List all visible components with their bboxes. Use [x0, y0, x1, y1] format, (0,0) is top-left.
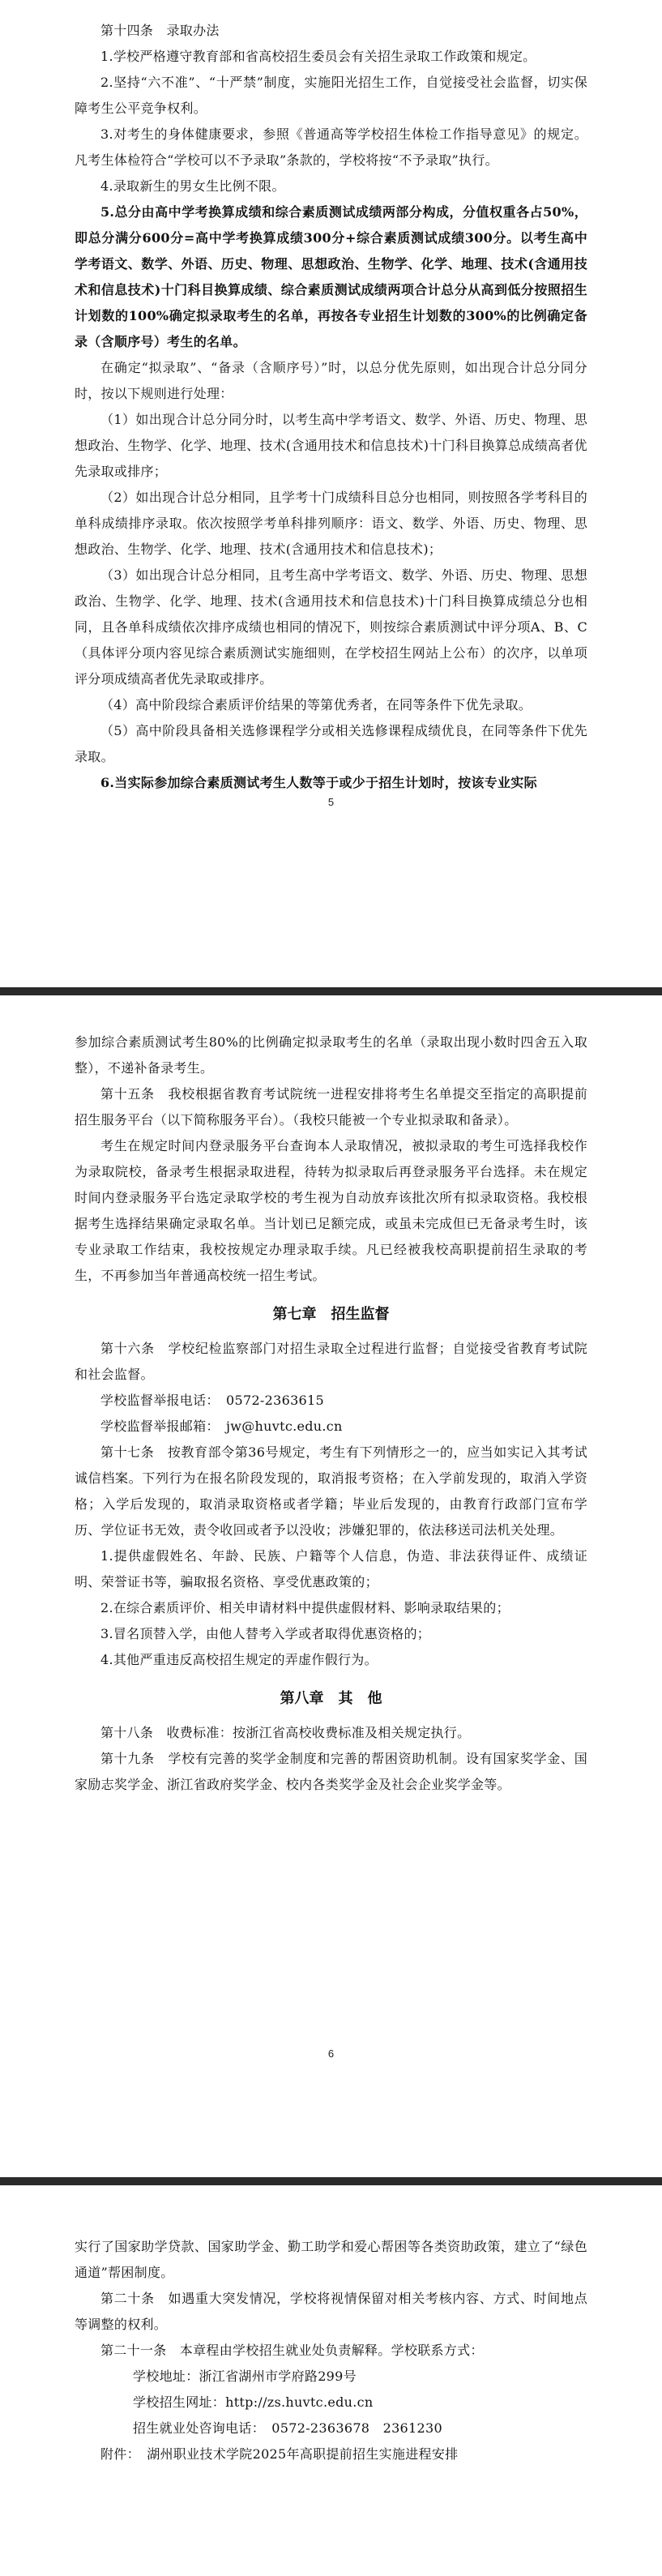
- paragraph: 参加综合素质测试考生80%的比例确定拟录取考生的名单（录取出现小数时四舍五入取整），不递补备录考生。: [75, 1034, 587, 1076]
- article-15: 第十五条 我校根据省教育考试院统一进程安排将考生名单提交至指定的高职提前招生服务平台（以下简称服务平台）。（我校只能被一个专业拟录取和备录）。: [75, 1086, 587, 1128]
- list-item: 3.冒名顶替入学，由他人替考入学或者取得优惠资格的；: [100, 1626, 431, 1641]
- paragraph: 3.对考生的身体健康要求，参照《普通高等学校招生体检工作指导意见》的规定。凡考生体检符合“学校可以不予录取”条款的，学校将按“不予录取”执行。: [75, 126, 587, 168]
- chapter-8-title: 第八章 其 他: [280, 1690, 382, 1707]
- attachment-line: 附件： 湖州职业技术学院2025年高职提前招生实施进程安排: [100, 2446, 459, 2462]
- paragraph: 在确定“拟录取”、“备录（含顺序号）”时，以总分优先原则，如出现合计总分同分时，按以下规则进行处理：: [75, 360, 587, 401]
- paragraph: 考生在规定时间内登录服务平台查询本人录取情况，被拟录取的考生可选择我校作为录取院校，备录考生根据录取进程，待转为拟录取后再登录服务平台选择。未在规定时间内登录服务平台选定录取学校的考生视为自动放弃该批次所有拟录取资格。我校根据考生选择结果确定录取名单。当计划已足额完成，或虽未完成但已无备录考生时，该专业录取工作结束，我校按规定办理录取手续。凡已经被我校高职提前招生录取的考生，不再参加当年普通高校统一招生考试。: [75, 1138, 587, 1283]
- paragraph: 6.当实际参加综合素质测试考生人数等于或少于招生计划时，按该专业实际: [100, 775, 537, 790]
- article-16: 第十六条 学校纪检监察部门对招生录取全过程进行监督；自觉接受省教育考试院和社会监督。: [75, 1341, 587, 1382]
- document-page-1: [0, 0, 662, 987]
- paragraph: （4）高中阶段综合素质评价结果的等第优秀者，在同等条件下优先录取。: [100, 697, 532, 712]
- report-phone: 学校监督举报电话： 0572-2363615: [100, 1393, 324, 1408]
- report-email: 学校监督举报邮箱： jw@huvtc.edu.cn: [100, 1419, 343, 1434]
- paragraph: （5）高中阶段具备相关选修课程学分或相关选修课程成绩优良，在同等条件下优先录取。: [75, 723, 587, 764]
- chapter-7-title: 第七章 招生监督: [272, 1306, 390, 1323]
- article-20: 第二十条 如遇重大突发情况，学校将视情保留对相关考核内容、方式、时间地点等调整的权利。: [75, 2291, 587, 2332]
- list-item: 1.提供虚假姓名、年龄、民族、户籍等个人信息，伪造、非法获得证件、成绩证明、荣誉证书等，骗取报名资格、享受优惠政策的；: [75, 1548, 587, 1590]
- article-14-heading: 第十四条 录取办法: [100, 23, 220, 38]
- article-17: 第十七条 按教育部令第36号规定，考生有下列情形之一的，应当如实记入其考试诚信档案。下列行为在报名阶段发现的，取消报考资格；在入学前发现的，取消入学资格；入学后发现的，取消录取资格或者学籍；毕业后发现的，由教育行政部门宣布学历、学位证书无效，责令收回或者予以没收；涉嫌犯罪的，依法移送司法机关处理。: [75, 1444, 587, 1538]
- paragraph: （2）如出现合计总分相同，且学考十门成绩科目总分也相同，则按照各学考科目的单科成绩排序录取。依次按照学考单科排列顺序：语文、数学、外语、历史、物理、思想政治、生物学、化学、地理、技术(含通用技术和信息技术)；: [75, 490, 587, 557]
- article-21: 第二十一条 本章程由学校招生就业处负责解释。学校联系方式：: [100, 2343, 484, 2358]
- article-18: 第十八条 收费标准：按浙江省高校收费标准及相关规定执行。: [100, 1725, 471, 1740]
- school-address: 学校地址：浙江省湖州市学府路299号: [133, 2368, 357, 2384]
- admission-website: 学校招生网址：http://zs.huvtc.edu.cn: [133, 2394, 374, 2410]
- paragraph: 5.总分由高中学考换算成绩和综合素质测试成绩两部分构成，分值权重各占50%，即总分满分600分=高中学考换算成绩300分+综合素质测试成绩300分。以考生高中学考语文、数学、外语、历史、物理、思想政治、生物学、化学、地理、技术(含通用技术和信息技术)十门科目换算成绩、综合素质测试成绩两项合计总分从高到低分按照招生计划数的100%确定拟录取考生的名单，再按各专业招生计划数的300%的比例确定备录（含顺序号）考生的名单。: [75, 204, 587, 349]
- paragraph: 4.录取新生的男女生比例不限。: [100, 178, 285, 194]
- paragraph: （1）如出现合计总分同分时，以考生高中学考语文、数学、外语、历史、物理、思想政治、生物学、化学、地理、技术(含通用技术和信息技术)十门科目换算总成绩高者优先录取或排序；: [75, 412, 587, 479]
- list-item: 2.在综合素质评价、相关申请材料中提供虚假材料、影响录取结果的；: [100, 1600, 510, 1615]
- page-separator: [0, 987, 662, 995]
- consult-phone: 招生就业处咨询电话： 0572-2363678 2361230: [133, 2420, 442, 2436]
- page-separator: [0, 2177, 662, 2185]
- paragraph: 1.学校严格遵守教育部和省高校招生委员会有关招生录取工作政策和规定。: [100, 49, 536, 64]
- page-number: 5: [327, 796, 335, 808]
- document-page-2: [0, 995, 662, 2177]
- list-item: 4.其他严重违反高校招生规定的弄虚作假行为。: [100, 1652, 378, 1667]
- paragraph: （3）如出现合计总分相同，且考生高中学考语文、数学、外语、历史、物理、思想政治、生物学、化学、地理、技术(含通用技术和信息技术)十门科目换算成绩总分也相同，且各单科成绩依次排序成绩也相同的情况下，则按综合素质测试中评分项A、B、C（具体评分项内容见综合素质测试实施细则，在学校招生网站上公布）的次序，以单项评分项成绩高者优先录取或排序。: [75, 567, 587, 687]
- paragraph: 实行了国家助学贷款、国家助学金、勤工助学和爱心帮困等各类资助政策，建立了“绿色通道”帮困制度。: [75, 2239, 587, 2280]
- paragraph: 2.坚持“六不准”、“十严禁”制度，实施阳光招生工作，自觉接受社会监督，切实保障考生公平竞争权利。: [75, 75, 587, 116]
- page-number: 6: [327, 2048, 335, 2060]
- document-page-3: [0, 2185, 662, 2576]
- article-19: 第十九条 学校有完善的奖学金制度和完善的帮困资助机制。设有国家奖学金、国家励志奖学金、浙江省政府奖学金、校内各类奖学金及社会企业奖学金等。: [75, 1751, 587, 1792]
